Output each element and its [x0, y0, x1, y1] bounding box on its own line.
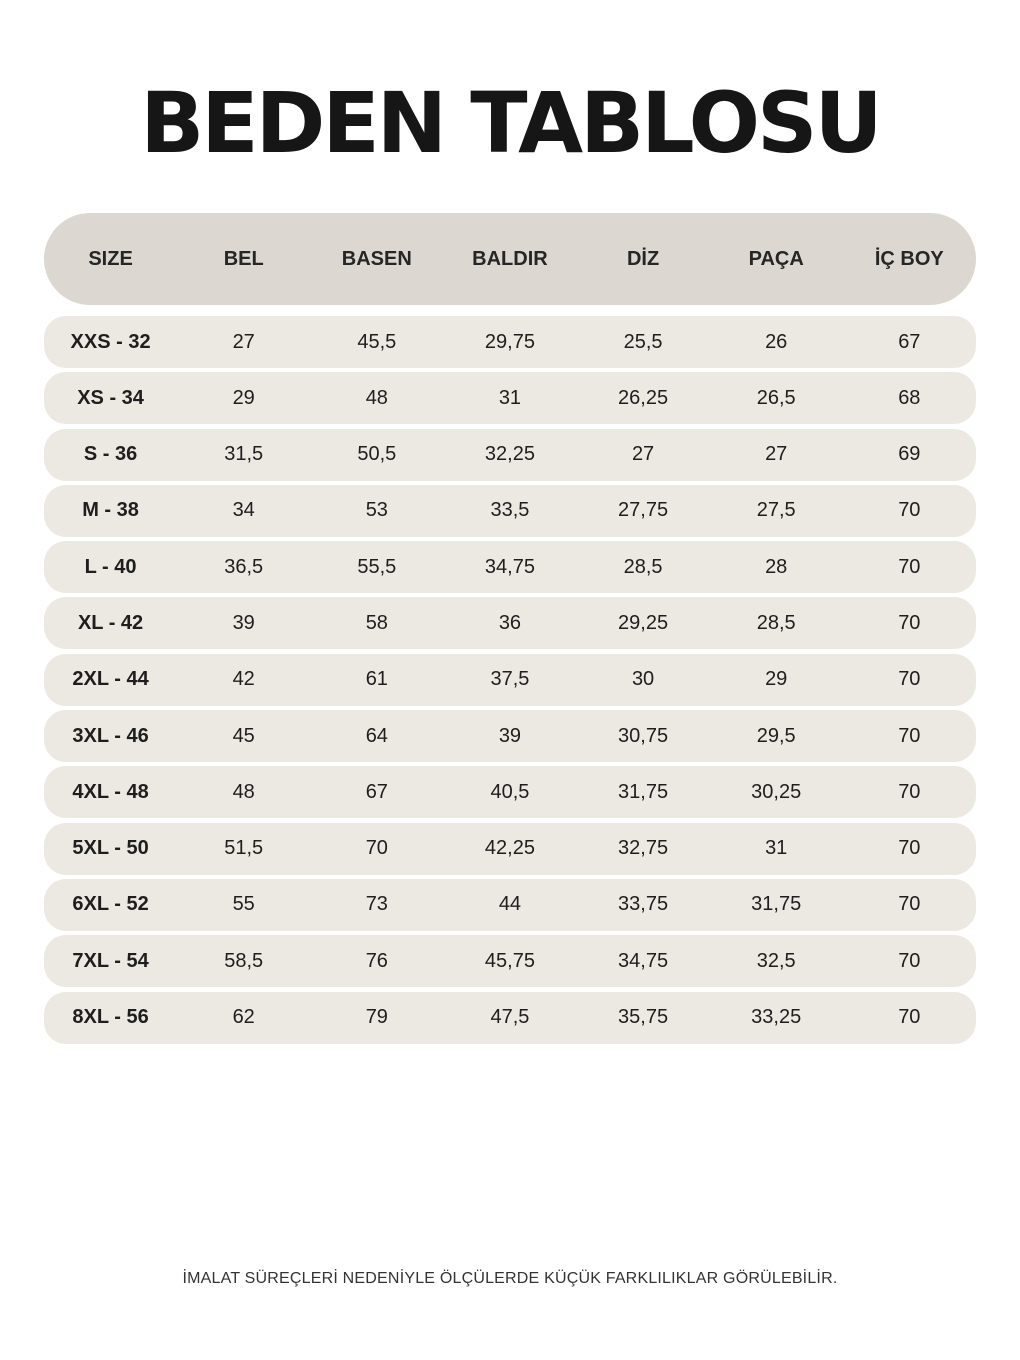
cell-baldir: 42,25 — [484, 837, 535, 860]
cell-diz: 34,75 — [618, 949, 669, 972]
cell-ic-boy: 70 — [898, 499, 921, 522]
table-row — [44, 766, 976, 818]
cell-ic-boy: 70 — [898, 893, 921, 916]
table-row — [44, 992, 976, 1044]
cell-bel: 27 — [232, 330, 255, 353]
table-body — [44, 316, 976, 1044]
cell-bel: 55 — [232, 893, 255, 916]
header-paca: PAÇA — [748, 247, 804, 270]
cell-paca: 28,5 — [756, 611, 796, 634]
cell-size: L - 40 — [84, 555, 137, 578]
cell-ic-boy: 68 — [898, 386, 921, 409]
header-ic-boy: İÇ BOY — [874, 247, 944, 270]
cell-basen: 76 — [365, 949, 388, 972]
cell-baldir: 39 — [498, 724, 522, 747]
header-baldir: BALDIR — [472, 247, 548, 270]
table-row — [44, 710, 976, 762]
cell-diz: 27 — [631, 443, 655, 466]
cell-diz: 33,75 — [618, 893, 669, 916]
cell-paca: 31 — [765, 837, 788, 860]
cell-basen: 58 — [365, 611, 388, 634]
cell-size: XS - 34 — [77, 386, 144, 409]
cell-paca: 33,25 — [751, 1006, 802, 1029]
cell-bel: 51,5 — [224, 837, 264, 860]
cell-basen: 48 — [365, 386, 388, 409]
cell-baldir: 33,5 — [490, 499, 530, 522]
cell-ic-boy: 70 — [898, 611, 921, 634]
cell-basen: 53 — [365, 499, 388, 522]
cell-size: 7XL - 54 — [72, 949, 149, 972]
cell-bel: 58,5 — [224, 949, 264, 972]
page-title: BEDEN TABLOSU — [140, 74, 880, 172]
cell-baldir: 36 — [498, 611, 522, 634]
table-row — [44, 429, 976, 481]
cell-bel: 29 — [232, 386, 255, 409]
cell-baldir: 47,5 — [490, 1006, 530, 1029]
footnote: İMALAT SÜREÇLERİ NEDENİYLE ÖLÇÜLERDE KÜÇÜK FARKLILIKLAR GÖRÜLEBİLİR. — [182, 1270, 838, 1287]
cell-size: 3XL - 46 — [72, 724, 149, 747]
cell-baldir: 31 — [498, 386, 522, 409]
cell-bel: 31,5 — [224, 443, 264, 466]
cell-paca: 27 — [765, 443, 788, 466]
cell-diz: 30 — [631, 668, 655, 691]
cell-baldir: 29,75 — [484, 330, 535, 353]
table-row — [44, 597, 976, 649]
table-row — [44, 935, 976, 987]
cell-ic-boy: 67 — [898, 330, 921, 353]
cell-paca: 31,75 — [751, 893, 802, 916]
cell-paca: 29,5 — [756, 724, 796, 747]
cell-ic-boy: 70 — [898, 1006, 921, 1029]
cell-baldir: 44 — [498, 893, 522, 916]
cell-basen: 67 — [365, 780, 388, 803]
cell-size: 6XL - 52 — [72, 893, 149, 916]
cell-basen: 79 — [365, 1006, 388, 1029]
size-table — [44, 213, 976, 1048]
cell-diz: 35,75 — [618, 1006, 669, 1029]
cell-baldir: 32,25 — [484, 443, 535, 466]
cell-bel: 48 — [232, 780, 255, 803]
cell-ic-boy: 70 — [898, 949, 921, 972]
cell-size: XXS - 32 — [70, 330, 151, 353]
cell-paca: 30,25 — [751, 780, 802, 803]
cell-bel: 45 — [232, 724, 255, 747]
cell-paca: 26,5 — [756, 386, 796, 409]
header-bel: BEL — [223, 247, 264, 270]
cell-bel: 36,5 — [224, 555, 264, 578]
table-row — [44, 316, 976, 368]
cell-ic-boy: 70 — [898, 555, 921, 578]
cell-ic-boy: 70 — [898, 724, 921, 747]
header-size: SIZE — [88, 247, 133, 270]
cell-baldir: 37,5 — [490, 668, 530, 691]
cell-size: 5XL - 50 — [72, 837, 149, 860]
cell-diz: 29,25 — [618, 611, 669, 634]
cell-ic-boy: 70 — [898, 668, 921, 691]
cell-basen: 64 — [365, 724, 388, 747]
cell-bel: 42 — [232, 668, 255, 691]
cell-diz: 28,5 — [623, 555, 663, 578]
cell-bel: 34 — [232, 499, 255, 522]
cell-bel: 62 — [232, 1006, 255, 1029]
table-header — [44, 213, 976, 305]
cell-basen: 55,5 — [357, 555, 397, 578]
cell-ic-boy: 69 — [898, 443, 921, 466]
cell-basen: 61 — [365, 668, 388, 691]
header-basen: BASEN — [341, 247, 412, 270]
cell-paca: 26 — [765, 330, 788, 353]
table-row — [44, 485, 976, 537]
cell-size: XL - 42 — [77, 611, 144, 634]
cell-diz: 26,25 — [618, 386, 669, 409]
cell-paca: 27,5 — [756, 499, 796, 522]
cell-ic-boy: 70 — [898, 780, 921, 803]
cell-baldir: 40,5 — [490, 780, 530, 803]
cell-basen: 45,5 — [357, 330, 397, 353]
header-diz: DİZ — [626, 247, 660, 270]
cell-basen: 70 — [365, 837, 388, 860]
cell-diz: 25,5 — [623, 330, 663, 353]
cell-size: M - 38 — [82, 499, 139, 522]
cell-diz: 27,75 — [618, 499, 669, 522]
cell-paca: 29 — [765, 668, 788, 691]
table-row — [44, 654, 976, 706]
cell-diz: 30,75 — [618, 724, 669, 747]
table-row — [44, 541, 976, 593]
cell-paca: 28 — [765, 555, 788, 578]
table-row — [44, 879, 976, 931]
cell-size: 8XL - 56 — [72, 1006, 149, 1029]
cell-size: 2XL - 44 — [72, 668, 149, 691]
table-row — [44, 372, 976, 424]
cell-paca: 32,5 — [756, 949, 796, 972]
cell-diz: 31,75 — [618, 780, 669, 803]
cell-bel: 39 — [232, 611, 255, 634]
cell-baldir: 45,75 — [484, 949, 535, 972]
cell-diz: 32,75 — [618, 837, 669, 860]
table-row — [44, 823, 976, 875]
cell-ic-boy: 70 — [898, 837, 921, 860]
cell-size: S - 36 — [83, 443, 138, 466]
cell-baldir: 34,75 — [484, 555, 535, 578]
cell-basen: 50,5 — [357, 443, 397, 466]
cell-size: 4XL - 48 — [72, 780, 149, 803]
cell-basen: 73 — [365, 893, 388, 916]
